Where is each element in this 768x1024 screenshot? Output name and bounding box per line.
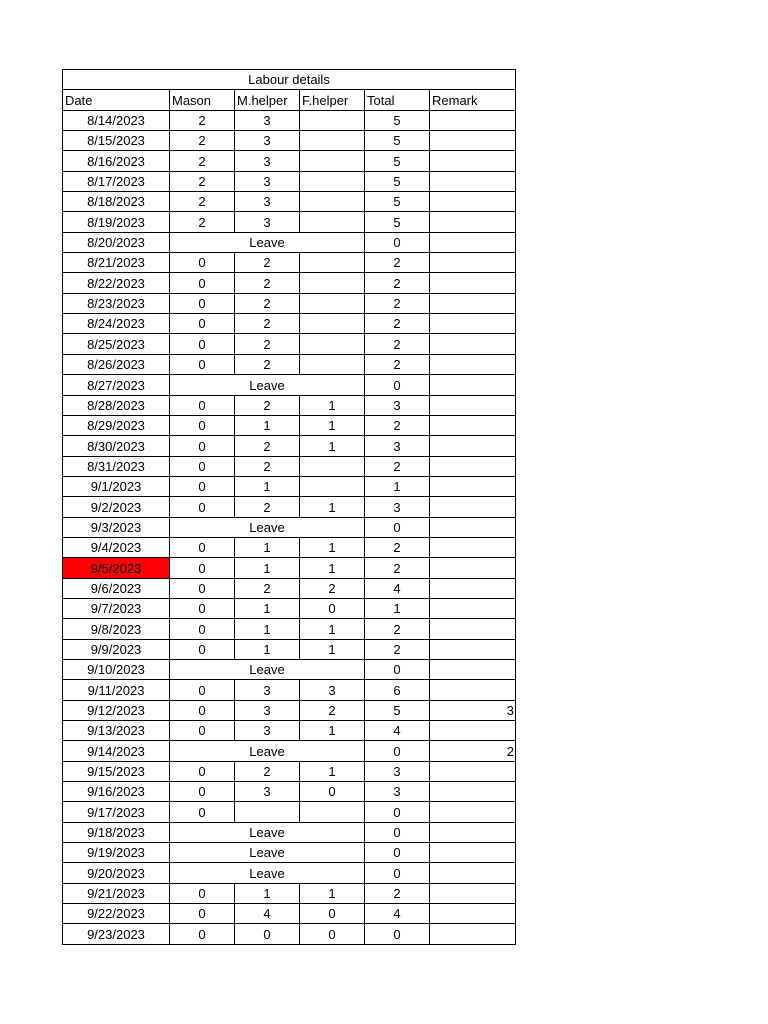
cell-remark[interactable]: [430, 110, 516, 130]
cell-mhelper[interactable]: 3: [235, 212, 300, 232]
cell-remark[interactable]: [430, 171, 516, 191]
cell-total[interactable]: 5: [365, 192, 430, 212]
cell-mhelper[interactable]: 0: [235, 924, 300, 944]
cell-fhelper[interactable]: [300, 171, 365, 191]
cell-mason[interactable]: 2: [170, 110, 235, 130]
cell-total[interactable]: 2: [365, 639, 430, 659]
cell-remark[interactable]: [430, 863, 516, 883]
cell-date[interactable]: 8/15/2023: [63, 131, 170, 151]
cell-leave[interactable]: Leave: [170, 843, 365, 863]
cell-total[interactable]: 2: [365, 253, 430, 273]
cell-mason[interactable]: 0: [170, 273, 235, 293]
cell-fhelper[interactable]: [300, 110, 365, 130]
cell-date[interactable]: 9/2/2023: [63, 497, 170, 517]
table-row: [63, 395, 516, 415]
header-total[interactable]: Total: [365, 90, 430, 110]
cell-remark[interactable]: [430, 598, 516, 618]
cell-total[interactable]: 0: [365, 822, 430, 842]
cell-total[interactable]: 4: [365, 578, 430, 598]
table-row: [63, 558, 516, 578]
cell-total[interactable]: 0: [365, 232, 430, 252]
cell-mason[interactable]: 0: [170, 598, 235, 618]
cell-fhelper[interactable]: 1: [300, 883, 365, 903]
cell-total[interactable]: 2: [365, 456, 430, 476]
cell-date[interactable]: 9/1/2023: [63, 476, 170, 496]
header-remark[interactable]: Remark: [430, 90, 516, 110]
cell-mhelper[interactable]: 2: [235, 436, 300, 456]
cell-total[interactable]: 3: [365, 497, 430, 517]
table-row: [63, 578, 516, 598]
cell-fhelper[interactable]: [300, 456, 365, 476]
cell-mhelper[interactable]: 2: [235, 253, 300, 273]
cell-total[interactable]: 2: [365, 293, 430, 313]
cell-remark[interactable]: [430, 843, 516, 863]
cell-fhelper[interactable]: 3: [300, 680, 365, 700]
cell-total[interactable]: 2: [365, 537, 430, 557]
cell-remark[interactable]: [430, 537, 516, 557]
cell-mhelper[interactable]: 1: [235, 883, 300, 903]
cell-fhelper[interactable]: [300, 802, 365, 822]
cell-date[interactable]: 8/31/2023: [63, 456, 170, 476]
cell-total[interactable]: 0: [365, 517, 430, 537]
table-row: [63, 415, 516, 435]
cell-mason[interactable]: 0: [170, 721, 235, 741]
cell-mason[interactable]: 0: [170, 924, 235, 944]
cell-date[interactable]: 8/16/2023: [63, 151, 170, 171]
cell-remark[interactable]: 2: [430, 741, 516, 761]
cell-date[interactable]: 9/12/2023: [63, 700, 170, 720]
table-row: [63, 924, 516, 944]
cell-fhelper[interactable]: [300, 131, 365, 151]
cell-fhelper[interactable]: 2: [300, 578, 365, 598]
table-row: [63, 151, 516, 171]
cell-mason[interactable]: 0: [170, 395, 235, 415]
table-row: [63, 517, 516, 537]
cell-fhelper[interactable]: 1: [300, 537, 365, 557]
table-row: [63, 822, 516, 842]
cell-fhelper[interactable]: 1: [300, 639, 365, 659]
cell-date[interactable]: 9/8/2023: [63, 619, 170, 639]
cell-remark[interactable]: [430, 497, 516, 517]
table-row: [63, 659, 516, 679]
cell-mason[interactable]: 0: [170, 537, 235, 557]
cell-fhelper[interactable]: [300, 293, 365, 313]
cell-remark[interactable]: [430, 619, 516, 639]
cell-remark[interactable]: [430, 639, 516, 659]
cell-mhelper[interactable]: 2: [235, 456, 300, 476]
cell-mason[interactable]: 0: [170, 354, 235, 374]
cell-date[interactable]: 9/13/2023: [63, 721, 170, 741]
cell-fhelper[interactable]: [300, 212, 365, 232]
table-row: [63, 436, 516, 456]
cell-total[interactable]: 3: [365, 761, 430, 781]
cell-mason[interactable]: 0: [170, 456, 235, 476]
table-row: [63, 476, 516, 496]
table-row: [63, 232, 516, 252]
cell-date[interactable]: 8/26/2023: [63, 354, 170, 374]
cell-total[interactable]: 0: [365, 741, 430, 761]
cell-remark[interactable]: [430, 212, 516, 232]
cell-remark[interactable]: [430, 802, 516, 822]
cell-mhelper[interactable]: 2: [235, 314, 300, 334]
cell-date[interactable]: 9/20/2023: [63, 863, 170, 883]
cell-remark[interactable]: [430, 659, 516, 679]
table-row: [63, 904, 516, 924]
cell-total[interactable]: 3: [365, 395, 430, 415]
cell-fhelper[interactable]: 1: [300, 395, 365, 415]
cell-total[interactable]: 5: [365, 151, 430, 171]
table-row: [63, 273, 516, 293]
cell-total[interactable]: 2: [365, 354, 430, 374]
cell-total[interactable]: 2: [365, 415, 430, 435]
cell-mason[interactable]: 0: [170, 293, 235, 313]
cell-date[interactable]: 9/9/2023: [63, 639, 170, 659]
cell-mhelper[interactable]: 2: [235, 578, 300, 598]
cell-mhelper[interactable]: 3: [235, 192, 300, 212]
cell-mason[interactable]: 0: [170, 558, 235, 578]
cell-mason[interactable]: 0: [170, 700, 235, 720]
cell-fhelper[interactable]: [300, 476, 365, 496]
cell-mhelper[interactable]: 3: [235, 782, 300, 802]
cell-mason[interactable]: 0: [170, 619, 235, 639]
cell-date[interactable]: 8/18/2023: [63, 192, 170, 212]
cell-mason[interactable]: 0: [170, 415, 235, 435]
table-row: [63, 680, 516, 700]
cell-date[interactable]: 9/10/2023: [63, 659, 170, 679]
table-row: [63, 110, 516, 130]
cell-total[interactable]: 5: [365, 110, 430, 130]
cell-leave[interactable]: Leave: [170, 375, 365, 395]
cell-mhelper[interactable]: 1: [235, 558, 300, 578]
cell-date[interactable]: 9/6/2023: [63, 578, 170, 598]
table-title[interactable]: Labour details: [63, 70, 516, 90]
table-row: [63, 883, 516, 903]
cell-mason[interactable]: 0: [170, 782, 235, 802]
cell-fhelper[interactable]: 0: [300, 782, 365, 802]
table-row: [63, 537, 516, 557]
cell-total[interactable]: 4: [365, 721, 430, 741]
cell-mhelper[interactable]: 2: [235, 334, 300, 354]
table-row: [63, 761, 516, 781]
table-row: [63, 741, 516, 761]
cell-date[interactable]: 8/30/2023: [63, 436, 170, 456]
table-row: [63, 171, 516, 191]
cell-remark[interactable]: [430, 721, 516, 741]
cell-total[interactable]: 4: [365, 904, 430, 924]
cell-total[interactable]: 0: [365, 659, 430, 679]
table-body: [63, 110, 516, 944]
cell-mhelper[interactable]: 2: [235, 497, 300, 517]
cell-leave[interactable]: Leave: [170, 741, 365, 761]
cell-fhelper[interactable]: [300, 334, 365, 354]
cell-remark[interactable]: [430, 822, 516, 842]
cell-mason[interactable]: 2: [170, 131, 235, 151]
cell-mason[interactable]: 0: [170, 639, 235, 659]
cell-mason[interactable]: 0: [170, 883, 235, 903]
cell-total[interactable]: 2: [365, 334, 430, 354]
cell-remark[interactable]: [430, 415, 516, 435]
cell-mhelper[interactable]: 3: [235, 700, 300, 720]
cell-remark[interactable]: [430, 924, 516, 944]
table-row: [63, 375, 516, 395]
cell-mhelper[interactable]: 1: [235, 619, 300, 639]
title-row: [63, 70, 516, 90]
cell-date[interactable]: 9/22/2023: [63, 904, 170, 924]
cell-total[interactable]: 6: [365, 680, 430, 700]
cell-remark[interactable]: [430, 395, 516, 415]
cell-date[interactable]: 9/21/2023: [63, 883, 170, 903]
cell-mason[interactable]: 0: [170, 314, 235, 334]
cell-date[interactable]: 9/11/2023: [63, 680, 170, 700]
cell-total[interactable]: 2: [365, 883, 430, 903]
cell-total[interactable]: 0: [365, 924, 430, 944]
cell-remark[interactable]: [430, 476, 516, 496]
table-row: [63, 639, 516, 659]
table-row: [63, 802, 516, 822]
cell-total[interactable]: 3: [365, 782, 430, 802]
cell-total[interactable]: 5: [365, 171, 430, 191]
cell-remark[interactable]: [430, 558, 516, 578]
cell-fhelper[interactable]: 1: [300, 721, 365, 741]
cell-total[interactable]: 1: [365, 598, 430, 618]
cell-mhelper[interactable]: 3: [235, 131, 300, 151]
cell-mhelper[interactable]: 2: [235, 354, 300, 374]
table-row: [63, 497, 516, 517]
cell-fhelper[interactable]: [300, 151, 365, 171]
cell-fhelper[interactable]: 0: [300, 598, 365, 618]
cell-remark[interactable]: [430, 761, 516, 781]
cell-date[interactable]: 9/7/2023: [63, 598, 170, 618]
cell-mhelper[interactable]: [235, 802, 300, 822]
cell-total[interactable]: 0: [365, 863, 430, 883]
cell-total[interactable]: 5: [365, 131, 430, 151]
table-row: [63, 782, 516, 802]
cell-leave[interactable]: Leave: [170, 232, 365, 252]
cell-date[interactable]: 8/25/2023: [63, 334, 170, 354]
cell-mason[interactable]: 0: [170, 904, 235, 924]
cell-fhelper[interactable]: 1: [300, 497, 365, 517]
cell-remark[interactable]: [430, 192, 516, 212]
cell-date[interactable]: 8/23/2023: [63, 293, 170, 313]
cell-remark[interactable]: [430, 375, 516, 395]
cell-remark[interactable]: [430, 293, 516, 313]
cell-mhelper[interactable]: 3: [235, 721, 300, 741]
cell-mhelper[interactable]: 2: [235, 293, 300, 313]
cell-fhelper[interactable]: 1: [300, 415, 365, 435]
cell-date[interactable]: 8/24/2023: [63, 314, 170, 334]
cell-mhelper[interactable]: 2: [235, 395, 300, 415]
table-row: [63, 619, 516, 639]
cell-date[interactable]: 9/16/2023: [63, 782, 170, 802]
cell-mason[interactable]: 0: [170, 253, 235, 273]
cell-remark[interactable]: [430, 334, 516, 354]
cell-mason[interactable]: 0: [170, 761, 235, 781]
cell-date[interactable]: 8/28/2023: [63, 395, 170, 415]
cell-mason[interactable]: 2: [170, 171, 235, 191]
cell-mason[interactable]: 0: [170, 476, 235, 496]
cell-mhelper[interactable]: 2: [235, 273, 300, 293]
cell-total[interactable]: 2: [365, 314, 430, 334]
cell-total[interactable]: 5: [365, 212, 430, 232]
table-row: [63, 212, 516, 232]
cell-fhelper[interactable]: 1: [300, 619, 365, 639]
cell-mhelper[interactable]: 1: [235, 476, 300, 496]
cell-mhelper[interactable]: 3: [235, 680, 300, 700]
header-row: [63, 90, 516, 110]
cell-total[interactable]: 1: [365, 476, 430, 496]
table-row: [63, 843, 516, 863]
cell-remark[interactable]: [430, 253, 516, 273]
header-mason[interactable]: Mason: [170, 90, 235, 110]
header-fhelper[interactable]: F.helper: [300, 90, 365, 110]
cell-fhelper[interactable]: 1: [300, 436, 365, 456]
cell-total[interactable]: 5: [365, 700, 430, 720]
table-row: [63, 314, 516, 334]
cell-remark[interactable]: [430, 883, 516, 903]
cell-fhelper[interactable]: [300, 253, 365, 273]
cell-mason[interactable]: 2: [170, 192, 235, 212]
cell-mhelper[interactable]: 1: [235, 415, 300, 435]
cell-total[interactable]: 2: [365, 558, 430, 578]
header-mhelper[interactable]: M.helper: [235, 90, 300, 110]
cell-date[interactable]: 8/27/2023: [63, 375, 170, 395]
cell-mhelper[interactable]: 3: [235, 151, 300, 171]
table-row: [63, 598, 516, 618]
cell-mhelper[interactable]: 1: [235, 537, 300, 557]
cell-date[interactable]: 9/14/2023: [63, 741, 170, 761]
cell-fhelper[interactable]: [300, 273, 365, 293]
cell-mhelper[interactable]: 3: [235, 110, 300, 130]
cell-fhelper[interactable]: 0: [300, 924, 365, 944]
cell-total[interactable]: 3: [365, 436, 430, 456]
table-row: [63, 700, 516, 720]
cell-mason[interactable]: 0: [170, 436, 235, 456]
cell-fhelper[interactable]: 2: [300, 700, 365, 720]
cell-date[interactable]: 8/22/2023: [63, 273, 170, 293]
cell-total[interactable]: 2: [365, 273, 430, 293]
cell-fhelper[interactable]: 0: [300, 904, 365, 924]
cell-remark[interactable]: [430, 273, 516, 293]
cell-mason[interactable]: 2: [170, 212, 235, 232]
cell-date[interactable]: 8/20/2023: [63, 232, 170, 252]
cell-total[interactable]: 0: [365, 375, 430, 395]
cell-mhelper[interactable]: 2: [235, 761, 300, 781]
labour-details-table: [62, 69, 516, 945]
table-row: [63, 253, 516, 273]
cell-date[interactable]: 9/3/2023: [63, 517, 170, 537]
cell-fhelper[interactable]: [300, 314, 365, 334]
table-row: [63, 721, 516, 741]
cell-total[interactable]: 2: [365, 619, 430, 639]
cell-mason[interactable]: 2: [170, 151, 235, 171]
cell-mhelper[interactable]: 3: [235, 171, 300, 191]
cell-remark[interactable]: 3: [430, 700, 516, 720]
cell-remark[interactable]: [430, 578, 516, 598]
cell-date[interactable]: 9/5/2023: [63, 558, 170, 578]
cell-remark[interactable]: [430, 904, 516, 924]
table-row: [63, 131, 516, 151]
cell-remark[interactable]: [430, 131, 516, 151]
cell-remark[interactable]: [430, 314, 516, 334]
cell-remark[interactable]: [430, 232, 516, 252]
cell-date[interactable]: 8/19/2023: [63, 212, 170, 232]
table-row: [63, 192, 516, 212]
cell-mhelper[interactable]: 4: [235, 904, 300, 924]
cell-date[interactable]: 8/14/2023: [63, 110, 170, 130]
cell-mhelper[interactable]: 1: [235, 598, 300, 618]
cell-fhelper[interactable]: [300, 354, 365, 374]
cell-mason[interactable]: 0: [170, 802, 235, 822]
cell-date[interactable]: 9/17/2023: [63, 802, 170, 822]
cell-remark[interactable]: [430, 354, 516, 374]
header-date[interactable]: Date: [63, 90, 170, 110]
cell-date[interactable]: 9/15/2023: [63, 761, 170, 781]
cell-date[interactable]: 9/19/2023: [63, 843, 170, 863]
cell-total[interactable]: 0: [365, 843, 430, 863]
cell-mason[interactable]: 0: [170, 497, 235, 517]
table-row: [63, 456, 516, 476]
cell-date[interactable]: 9/4/2023: [63, 537, 170, 557]
cell-fhelper[interactable]: [300, 192, 365, 212]
cell-leave[interactable]: Leave: [170, 822, 365, 842]
cell-remark[interactable]: [430, 436, 516, 456]
cell-remark[interactable]: [430, 782, 516, 802]
cell-mason[interactable]: 0: [170, 578, 235, 598]
cell-remark[interactable]: [430, 151, 516, 171]
cell-fhelper[interactable]: 1: [300, 761, 365, 781]
cell-remark[interactable]: [430, 456, 516, 476]
cell-total[interactable]: 0: [365, 802, 430, 822]
table-row: [63, 293, 516, 313]
table-row: [63, 334, 516, 354]
cell-remark[interactable]: [430, 517, 516, 537]
table-row: [63, 863, 516, 883]
cell-mason[interactable]: 0: [170, 334, 235, 354]
cell-leave[interactable]: Leave: [170, 517, 365, 537]
cell-date[interactable]: 8/29/2023: [63, 415, 170, 435]
cell-mhelper[interactable]: 1: [235, 639, 300, 659]
cell-date[interactable]: 8/21/2023: [63, 253, 170, 273]
cell-date[interactable]: 9/23/2023: [63, 924, 170, 944]
cell-date[interactable]: 8/17/2023: [63, 171, 170, 191]
cell-leave[interactable]: Leave: [170, 659, 365, 679]
table-row: [63, 354, 516, 374]
cell-remark[interactable]: [430, 680, 516, 700]
cell-fhelper[interactable]: 1: [300, 558, 365, 578]
cell-mason[interactable]: 0: [170, 680, 235, 700]
cell-date[interactable]: 9/18/2023: [63, 822, 170, 842]
cell-leave[interactable]: Leave: [170, 863, 365, 883]
